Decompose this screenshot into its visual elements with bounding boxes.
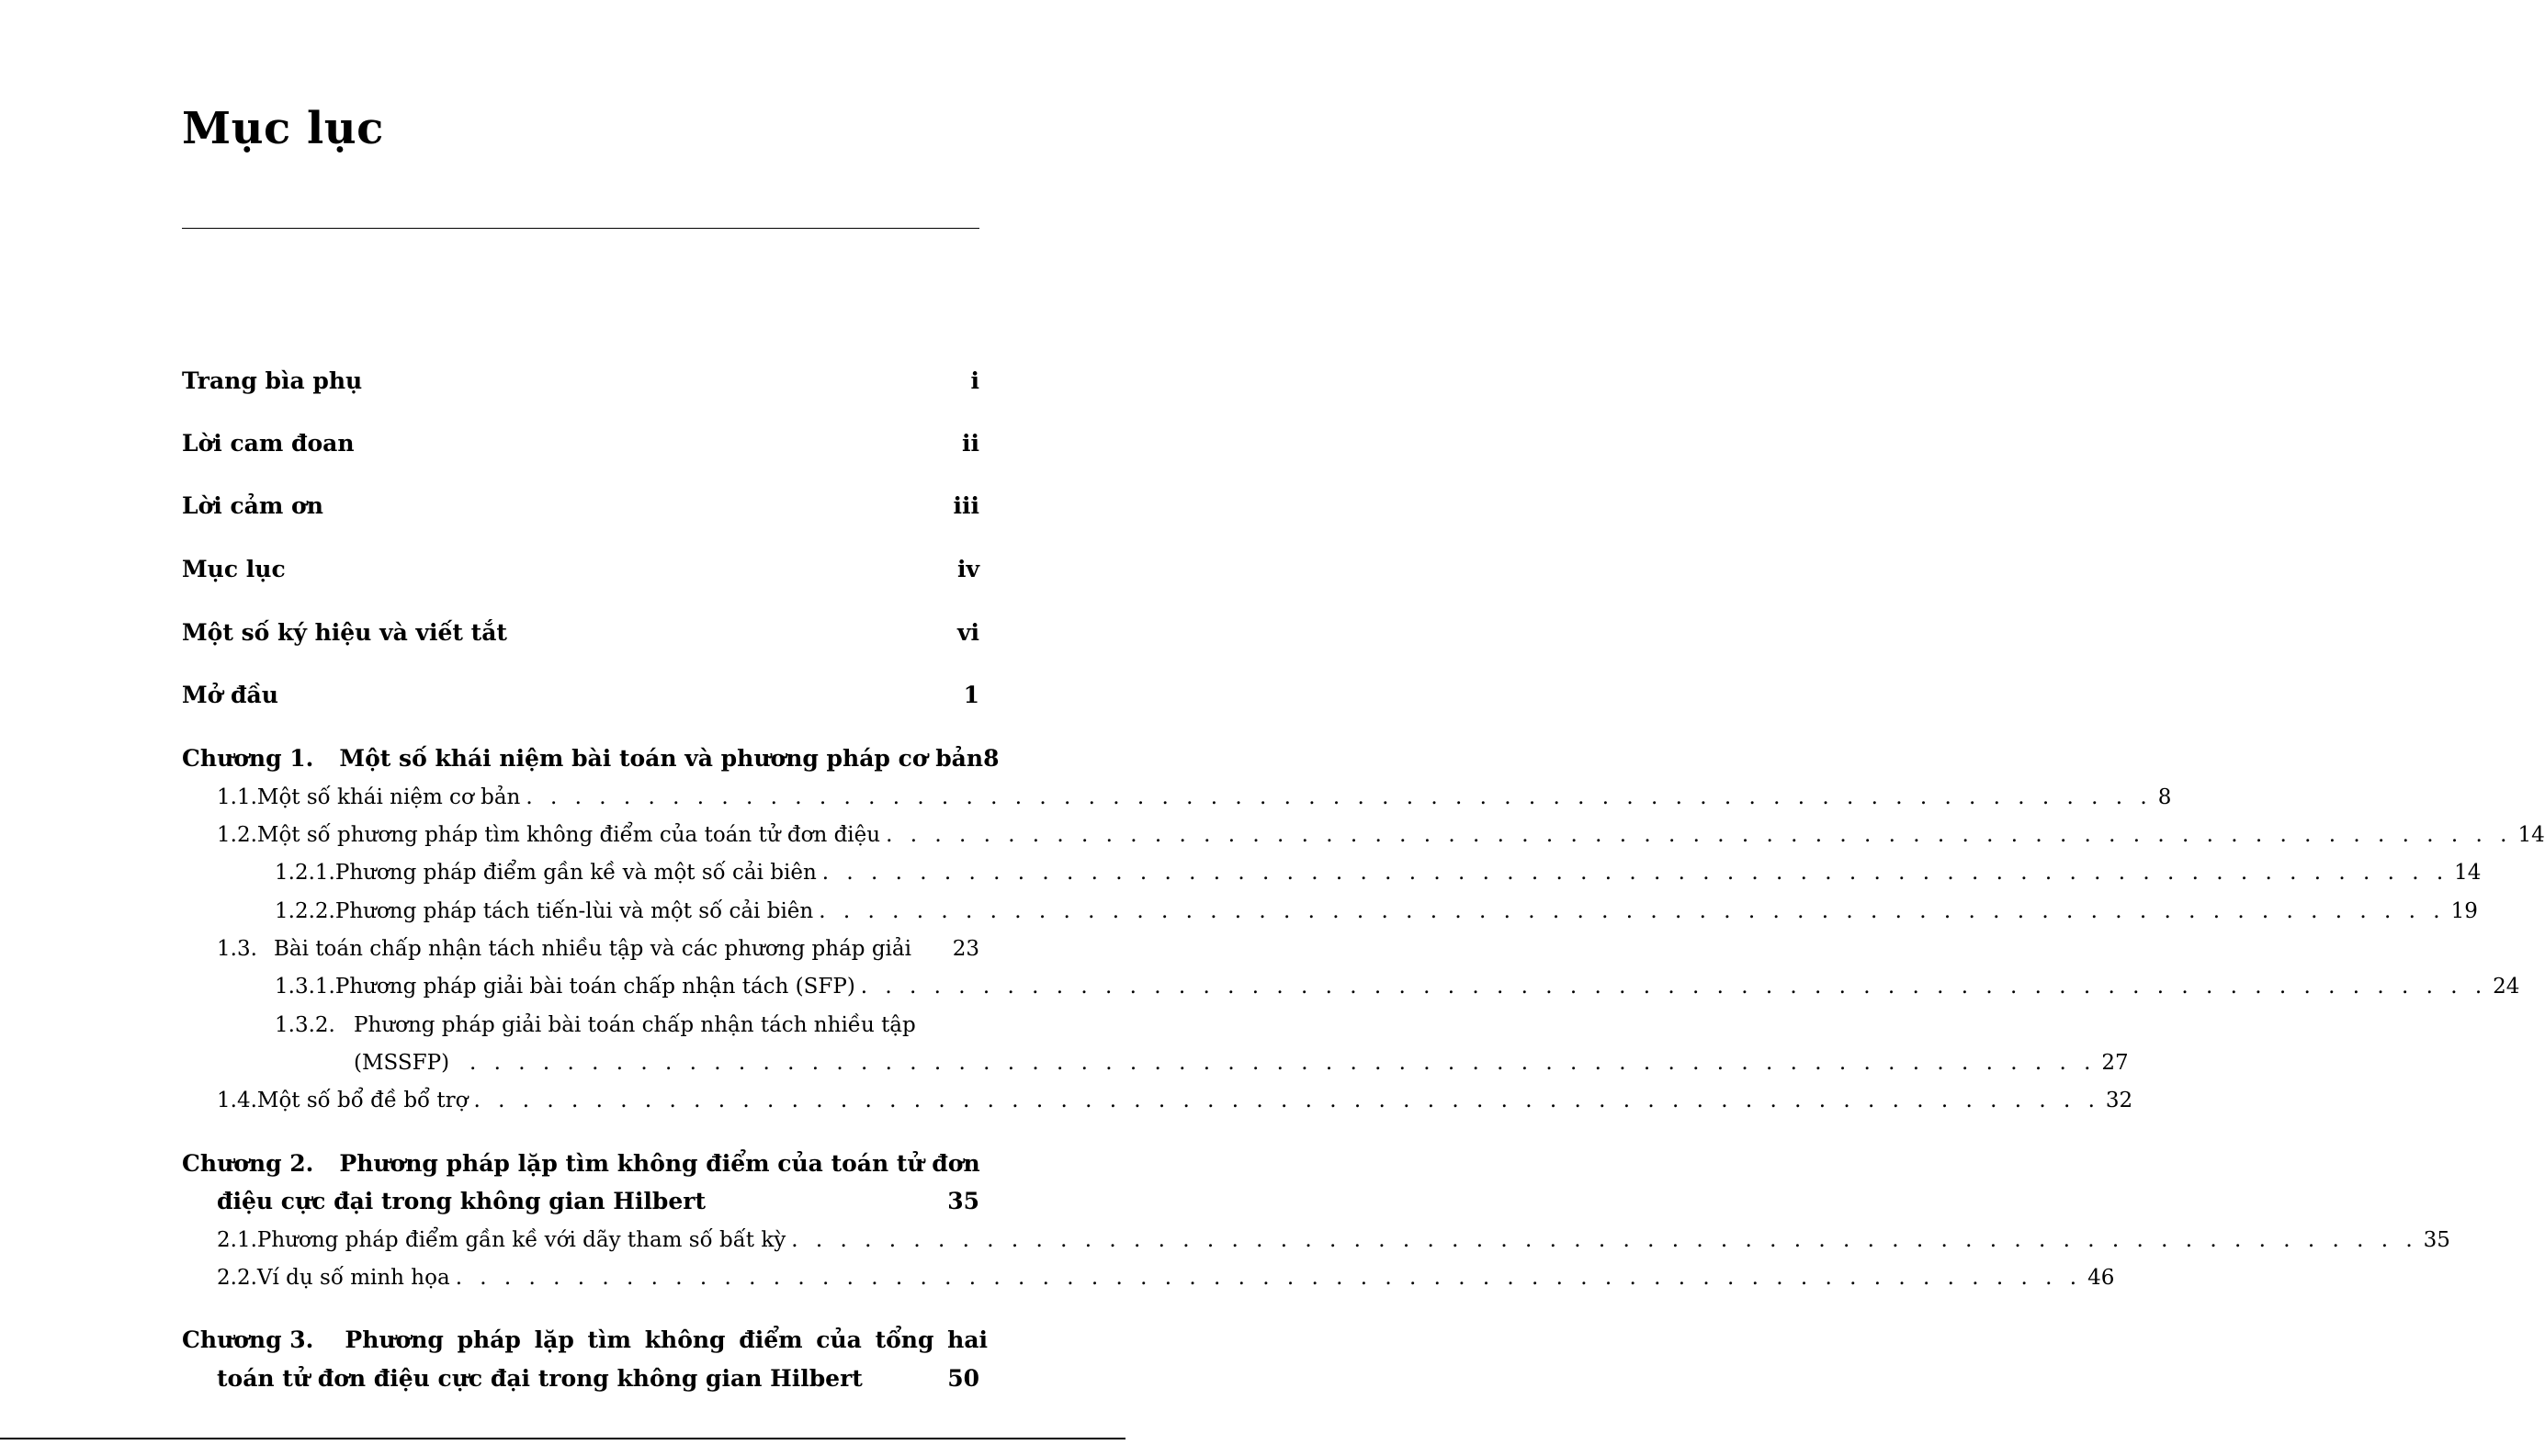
- subsection-page: 24: [2493, 975, 2520, 999]
- dot-leader: . . . . . . . . . . . . . . . . . . . . . . . . . . . . . . . . . . . . . . . . . . . . . . . . . . . . . . . . . . . . . . . . . . .: [469, 1051, 2097, 1075]
- toc-entry-acknowledgement[interactable]: [182, 492, 979, 519]
- toc-section-1-2[interactable]: [217, 823, 2545, 847]
- section-page: 14: [2517, 823, 2545, 847]
- section-label: Bài toán chấp nhận tách nhiều tập và các phương pháp giải: [274, 937, 911, 961]
- section-page: 8: [2157, 785, 2172, 809]
- toc-subsection-1-2-1[interactable]: [275, 861, 2482, 885]
- dot-leader: . . . . . . . . . . . . . . . . . . . . . . . . . . . . . . . . . . . . . . . . . . . . . . . . . . . . . . . . . . . . . . . . . . .: [473, 1089, 2100, 1112]
- section-number: 1.1.: [217, 785, 257, 809]
- toc-chapter-1[interactable]: [182, 745, 1000, 772]
- toc-subsection-1-3-1[interactable]: [275, 975, 2520, 999]
- subsection-label: Phương pháp giải bài toán chấp nhận tách nhiều tập: [354, 1013, 916, 1037]
- section-number: 2.1.: [217, 1228, 257, 1252]
- toc-section-1-1[interactable]: [217, 785, 2172, 809]
- toc-subsection-1-3-2-continued[interactable]: [354, 1051, 2129, 1075]
- subsection-page: 19: [2450, 899, 2478, 923]
- subsection-label: Phương pháp điểm gần kề và một số cải biên: [334, 861, 817, 885]
- toc-entry-introduction[interactable]: [182, 682, 979, 708]
- subsection-page: 27: [2101, 1051, 2129, 1075]
- page-title: Mục lục: [182, 103, 384, 154]
- section-label: Một số khái niệm cơ bản: [256, 785, 521, 809]
- dot-leader: . . . . . . . . . . . . . . . . . . . . . . . . . . . . . . . . . . . . . . . . . . . . . . . . . . . . . . . . . . . . . . . . . . .: [860, 975, 2488, 999]
- toc-entry-page: iii: [953, 492, 979, 519]
- subsection-number: 1.3.2.: [275, 1013, 335, 1037]
- dot-leader: . . . . . . . . . . . . . . . . . . . . . . . . . . . . . . . . . . . . . . . . . . . . . . . . . . . . . . . . . . . . . . . . . . .: [791, 1228, 2418, 1252]
- subsection-number: 1.2.2.: [275, 899, 335, 923]
- toc-entry-page: i: [970, 367, 979, 394]
- dot-leader: . . . . . . . . . . . . . . . . . . . . . . . . . . . . . . . . . . . . . . . . . . . . . . . . . . . . . . . . . . . . . . . . . . .: [819, 899, 2446, 923]
- subsection-label: Phương pháp tách tiến-lùi và một số cải biên: [334, 899, 814, 923]
- chapter-page: 8: [983, 745, 1000, 772]
- toc-entry-contents[interactable]: [182, 556, 979, 582]
- subsection-page: 14: [2454, 861, 2482, 885]
- section-number: 1.3.: [217, 937, 257, 961]
- chapter-title: Một số khái niệm bài toán và phương pháp cơ bản: [339, 745, 984, 772]
- toc-chapter-3-continued[interactable]: [217, 1365, 979, 1392]
- toc-section-1-4[interactable]: [217, 1089, 2133, 1112]
- section-page: 35: [2423, 1228, 2450, 1252]
- page-bottom-edge: [0, 1438, 1125, 1439]
- subsection-number: 1.2.1.: [275, 861, 335, 885]
- dot-leader: . . . . . . . . . . . . . . . . . . . . . . . . . . . . . . . . . . . . . . . . . . . . . . . . . . . . . . . . . . . . . . . . . . .: [526, 785, 2153, 809]
- dot-leader: . . . . . . . . . . . . . . . . . . . . . . . . . . . . . . . . . . . . . . . . . . . . . . . . . . . . . . . . . . . . . . . . . . .: [886, 823, 2513, 847]
- chapter-number: Chương 3.: [182, 1326, 314, 1353]
- section-label: Một số bổ đề bổ trợ: [256, 1089, 469, 1112]
- chapter-title: Phương pháp lặp tìm không điểm của toán tử đơn: [339, 1150, 980, 1177]
- dot-leader: . . . . . . . . . . . . . . . . . . . . . . . . . . . . . . . . . . . . . . . . . . . . . . . . . . . . . . . . . . . . . . . . . . .: [455, 1266, 2083, 1290]
- toc-entry-label: Mục lục: [182, 556, 286, 582]
- toc-subsection-1-3-2[interactable]: [275, 1013, 979, 1037]
- toc-section-2-2[interactable]: [217, 1266, 2115, 1290]
- chapter-number: Chương 2.: [182, 1150, 314, 1177]
- toc-entry-cover[interactable]: [182, 367, 979, 394]
- toc-section-1-3[interactable]: [217, 937, 979, 961]
- dot-leader: . . . . . . . . . . . . . . . . . . . . . . . . . . . . . . . . . . . . . . . . . . . . . . . . . . . . . . . . . . . . . . . . . . .: [821, 861, 2449, 885]
- section-label: Ví dụ số minh họa: [256, 1266, 450, 1290]
- subsection-label: Phương pháp giải bài toán chấp nhận tách (SFP): [334, 975, 855, 999]
- toc-chapter-2-continued[interactable]: [217, 1188, 979, 1214]
- toc-entry-page: vi: [956, 619, 979, 646]
- toc-entry-page: ii: [962, 430, 979, 457]
- toc-entry-declaration[interactable]: [182, 430, 979, 457]
- section-page: 46: [2087, 1266, 2115, 1290]
- toc-entry-label: Mở đầu: [182, 682, 278, 708]
- chapter-title: Phương pháp lặp tìm không điểm của tổng hai: [345, 1326, 989, 1353]
- toc-entry-page: 1: [963, 682, 979, 708]
- section-number: 2.2.: [217, 1266, 257, 1290]
- toc-chapter-2[interactable]: [182, 1150, 979, 1177]
- toc-entry-symbols[interactable]: [182, 619, 979, 646]
- section-number: 1.2.: [217, 823, 257, 847]
- chapter-page: 50: [947, 1365, 979, 1392]
- chapter-title-continued: toán tử đơn điệu cực đại trong không gian Hilbert: [217, 1365, 863, 1392]
- chapter-page: 35: [947, 1188, 979, 1214]
- toc-entry-label: Một số ký hiệu và viết tắt: [182, 619, 507, 646]
- toc-entry-page: iv: [956, 556, 979, 582]
- toc-entry-label: Lời cảm ơn: [182, 492, 323, 519]
- section-number: 1.4.: [217, 1089, 257, 1112]
- toc-section-2-1[interactable]: [217, 1228, 2450, 1252]
- toc-subsection-1-2-2[interactable]: [275, 899, 2478, 923]
- section-label: Phương pháp điểm gần kề với dãy tham số bất kỳ: [256, 1228, 786, 1252]
- toc-entry-label: Lời cam đoan: [182, 430, 355, 457]
- toc-entry-label: Trang bìa phụ: [182, 367, 363, 394]
- title-divider: [182, 228, 979, 229]
- chapter-number: Chương 1.: [182, 745, 314, 772]
- toc-chapter-3[interactable]: [182, 1326, 989, 1353]
- chapter-title-continued: điệu cực đại trong không gian Hilbert: [217, 1188, 707, 1214]
- section-page: 23: [952, 937, 979, 961]
- section-page: 32: [2105, 1089, 2133, 1112]
- subsection-number: 1.3.1.: [275, 975, 335, 999]
- section-label: Một số phương pháp tìm không điểm của toán tử đơn điệu: [256, 823, 881, 847]
- subsection-label-continued: (MSSFP): [354, 1051, 450, 1075]
